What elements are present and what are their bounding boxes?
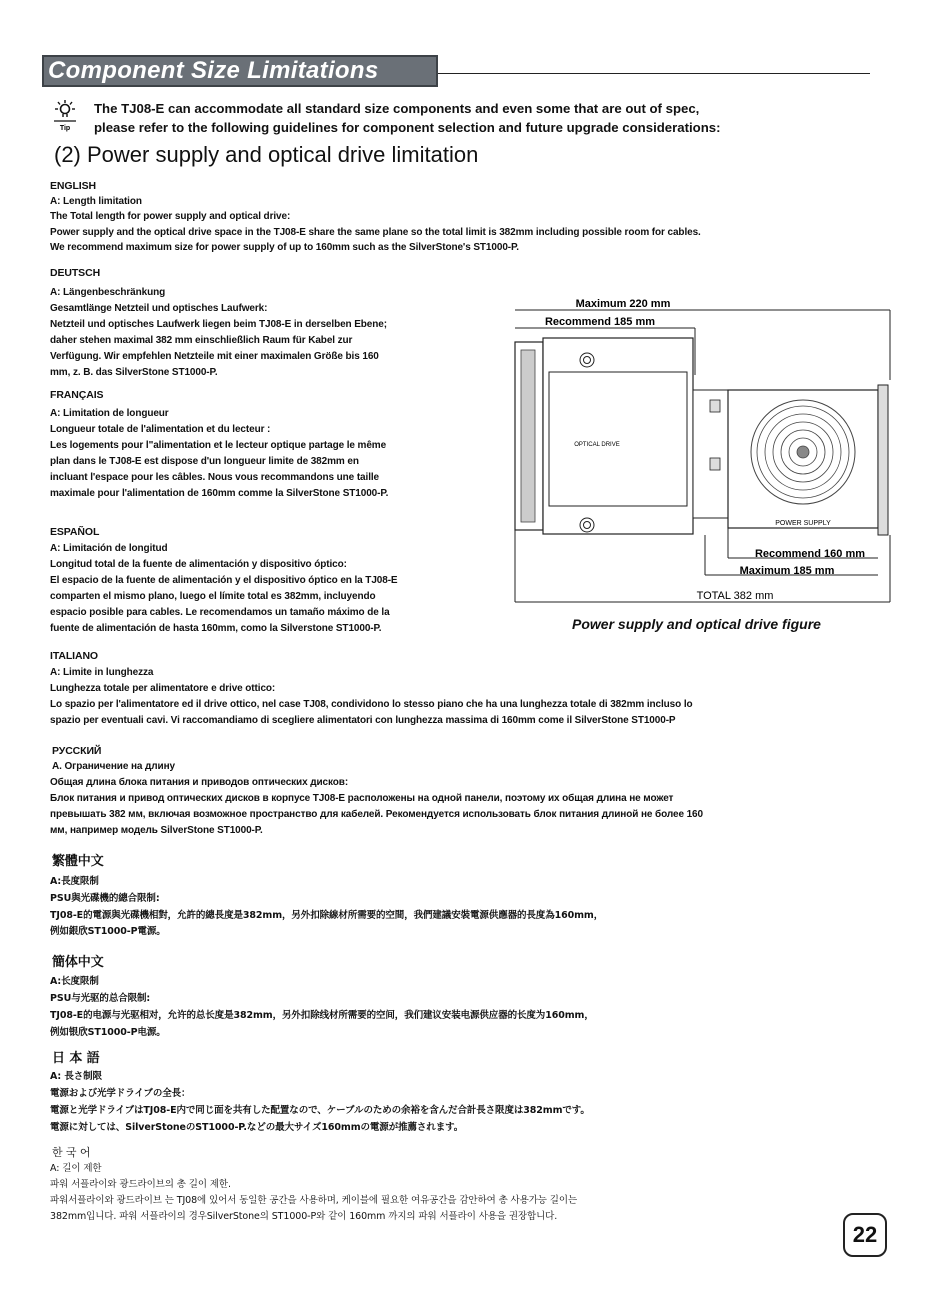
simp-chinese-sub: A:长度限制 xyxy=(50,976,99,987)
japanese-line: 電源と光学ドライブはTJ08-E内で同じ面を共有した配置なので、ケーブルのための余裕を含んだ合計長さ限度は382mmです。 xyxy=(50,1105,590,1116)
francais-line: incluant l'espace pour les câbles. Nous vous recommandons une taille xyxy=(50,472,380,483)
japanese-line: 電源および光学ドライブの全長： xyxy=(50,1088,191,1099)
tip-line-1: The TJ08-E can accommodate all standard size components and even some that are out of spec, xyxy=(94,101,700,116)
lang-heading-simp-chinese: 簡体中文 xyxy=(52,955,104,970)
page-number: 22 xyxy=(843,1213,887,1257)
lang-heading-russian: РУССКИЙ xyxy=(52,745,102,757)
korean-line: 파워 서플라이와 광드라이브의 총 길이 제한. xyxy=(50,1179,231,1190)
header-rule xyxy=(438,73,870,74)
trad-chinese-line: TJ08-E的電源與光碟機相對，允許的總長度是382mm，另外扣除線材所需要的空間，我們建議安裝電源供應器的長度為160mm， xyxy=(50,910,604,921)
espanol-sub: A: Limitación de longitud xyxy=(50,543,168,554)
trad-chinese-line: 例如銀欣ST1000-P電源。 xyxy=(50,926,166,937)
power-supply-label: POWER SUPPLY xyxy=(775,520,831,527)
optical-drive-label: OPTICAL DRIVE xyxy=(574,442,620,448)
tip-label: Tip xyxy=(59,125,71,132)
japanese-line: 電源に対しては、SilverStoneのST1000-P.などの最大サイズ160mmの電源が推薦されます。 xyxy=(50,1122,464,1133)
lang-heading-italiano: ITALIANO xyxy=(50,650,98,662)
japanese-sub: A: 長さ制限 xyxy=(50,1071,102,1082)
english-line: Power supply and the optical drive space in the TJ08-E share the same plane so the total limit is 382mm including possible room for cables. xyxy=(50,227,701,238)
deutsch-line: daher stehen maximal 382 mm einschließlich Raum für Kabel zur xyxy=(50,335,353,346)
psu-optical-figure xyxy=(505,290,900,610)
korean-sub: A: 길이 제한 xyxy=(50,1163,102,1174)
italiano-sub: A: Limite in lunghezza xyxy=(50,667,154,678)
trad-chinese-line: PSU與光碟機的總合限制: xyxy=(50,893,160,904)
francais-sub: A: Limitation de longueur xyxy=(50,408,169,419)
russian-line: Блок питания и привод оптических дисков в корпусе TJ08-E расположены на одной панели, поэтому их общая длина не может xyxy=(50,793,674,804)
simp-chinese-line: 例如银欣ST1000-P电源。 xyxy=(50,1027,166,1038)
lang-heading-korean: 한 국 어 xyxy=(52,1146,91,1159)
english-line: The Total length for power supply and optical drive: xyxy=(50,211,291,222)
max-top-label: Maximum 220 mm xyxy=(575,298,671,310)
korean-line: 382mm입니다. 파워 서플라이의 경우SilverStone의 ST1000-P와 같이 160mm 까지의 파워 서플라이 사용을 권장합니다. xyxy=(50,1211,558,1222)
italiano-line: spazio per eventuali cavi. Vi raccomandiamo di scegliere alimentatori con lunghezza massima di 160mm come il SilverStone ST1000-P xyxy=(50,715,676,726)
tip-icon xyxy=(52,100,78,132)
francais-line: maximale pour l'alimentation de 160mm comme la SilverStone ST1000-P. xyxy=(50,488,389,499)
russian-line: превышать 382 мм, включая возможное пространство для кабелей. Рекомендуется использовать блок питания длиной не более 160 xyxy=(50,809,703,820)
francais-line: plan dans le TJ08-E est dispose d'un longueur limite de 382mm en xyxy=(50,456,359,467)
francais-line: Longueur totale de l'alimentation et du lecteur : xyxy=(50,424,271,435)
lang-heading-english: ENGLISH xyxy=(50,180,96,192)
page-title: Component Size Limitations xyxy=(48,57,379,84)
espanol-line: comparten el mismo plano, luego el límite total es 382mm, incluyendo xyxy=(50,591,376,602)
deutsch-line: Netzteil und optisches Laufwerk liegen beim TJ08-E in derselben Ebene; xyxy=(50,319,387,330)
total-label: TOTAL 382 mm xyxy=(696,590,774,602)
simp-chinese-line: TJ08-E的电源与光驱相对，允许的总长度是382mm，另外扣除线材所需要的空间，我们建议安装电源供应器的长度为160mm， xyxy=(50,1010,594,1021)
rec-top-label: Recommend 185 mm xyxy=(544,316,656,328)
figure-caption: Power supply and optical drive figure xyxy=(572,616,821,632)
lang-heading-japanese: 日 本 語 xyxy=(52,1051,100,1066)
lang-heading-espanol: ESPAÑOL xyxy=(50,526,100,538)
rec-bottom-label: Recommend 160 mm xyxy=(754,548,866,560)
espanol-line: El espacio de la fuente de alimentación y el dispositivo óptico en la TJ08-E xyxy=(50,575,398,586)
max-bottom-label: Maximum 185 mm xyxy=(739,565,835,577)
deutsch-line: Verfügung. Wir empfehlen Netzteile mit einer maximalen Größe bis 160 xyxy=(50,351,379,362)
espanol-line: Longitud total de la fuente de alimentación y dispositivo óptico: xyxy=(50,559,347,570)
espanol-line: espacio posible para cables. Le recomendamos un tamaño máximo de la xyxy=(50,607,390,618)
russian-line: Общая длина блока питания и приводов оптических дисков: xyxy=(50,777,349,788)
simp-chinese-line: PSU与光驱的总合限制: xyxy=(50,993,151,1004)
english-sub: A: Length limitation xyxy=(50,196,142,207)
italiano-line: Lo spazio per l'alimentatore ed il drive ottico, nel case TJ08, condividono lo stesso piano che ha una lunghezza totale di 382mm incluso lo xyxy=(50,699,693,710)
tip-line-2: please refer to the following guidelines for component selection and future upgrade considerations: xyxy=(94,120,721,135)
deutsch-sub: A: Längenbeschränkung xyxy=(50,287,166,298)
trad-chinese-sub: A:長度限制 xyxy=(50,876,99,887)
francais-line: Les logements pour l"alimentation et le lecteur optique partage le même xyxy=(50,440,387,451)
italiano-line: Lunghezza totale per alimentatore e drive ottico: xyxy=(50,683,276,694)
lang-heading-francais: FRANÇAIS xyxy=(50,389,104,401)
deutsch-line: Gesamtlänge Netzteil und optisches Laufwerk: xyxy=(50,303,268,314)
section-heading: (2) Power supply and optical drive limitation xyxy=(54,142,479,167)
korean-line: 파워서플라이와 광드라이브 는 TJ08에 있어서 동일한 공간을 사용하며, 케이블에 필요한 여유공간을 감안하여 총 사용가능 길이는 xyxy=(50,1195,578,1206)
lang-heading-deutsch: DEUTSCH xyxy=(50,267,101,279)
deutsch-line: mm, z. B. das SilverStone ST1000-P. xyxy=(50,367,218,378)
lang-heading-trad-chinese: 繁體中文 xyxy=(52,854,104,869)
russian-sub: А. Ограничение на длину xyxy=(52,761,176,772)
espanol-line: fuente de alimentación de hasta 160mm, como la Silverstone ST1000-P. xyxy=(50,623,382,634)
english-line: We recommend maximum size for power supply of up to 160mm such as the SilverStone's ST1000-P. xyxy=(50,242,519,253)
russian-line: мм, например модель SilverStone ST1000-P. xyxy=(50,825,263,836)
